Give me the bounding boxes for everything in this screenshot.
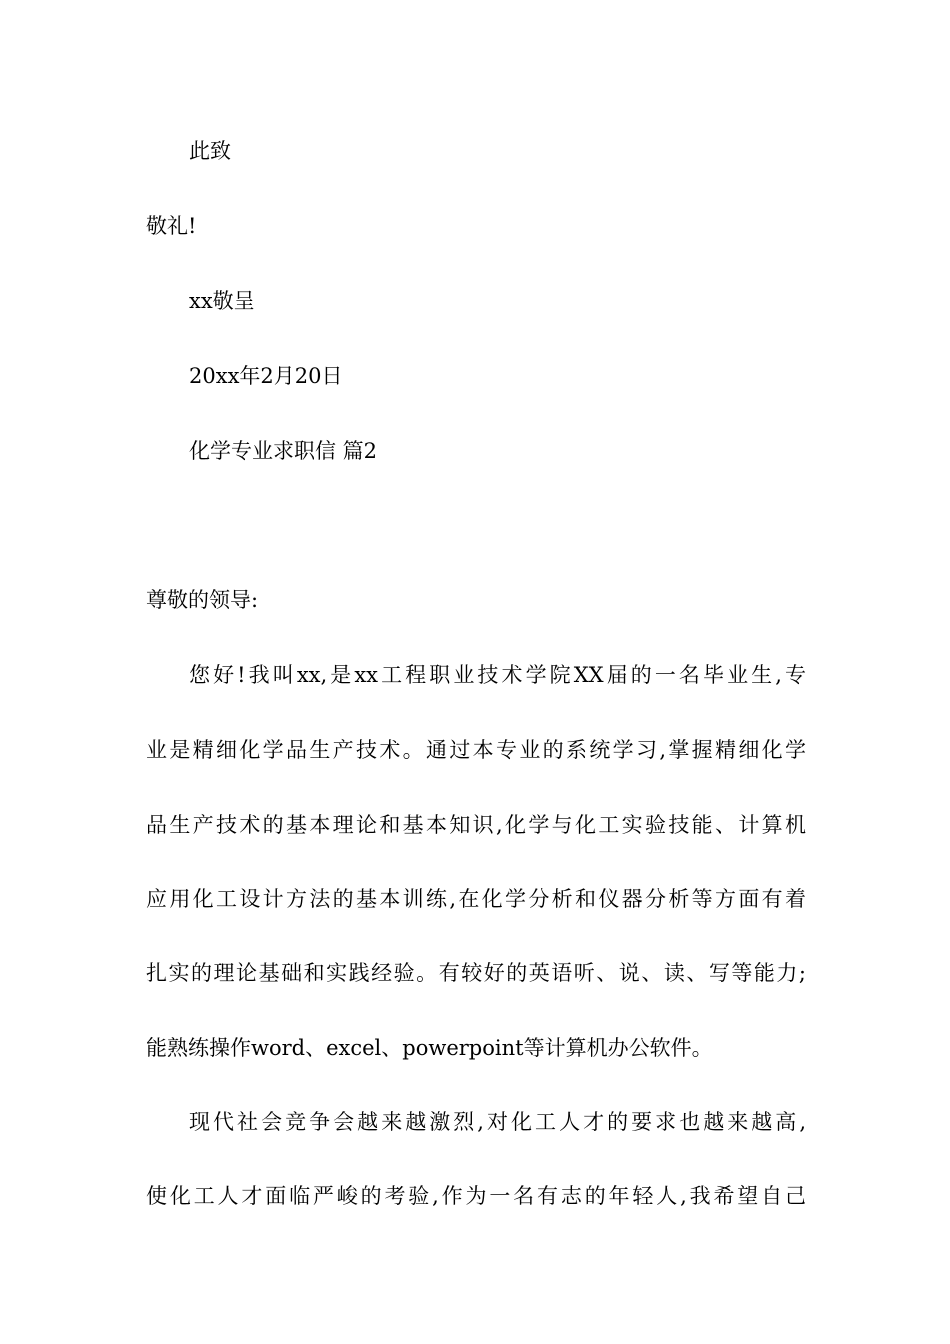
- paragraph-line: 您好!我叫xx,是xx工程职业技术学院XX届的一名毕业生,专: [189, 663, 806, 687]
- letter-date: 20xx年2月20日: [189, 364, 343, 388]
- section-heading: 化学专业求职信 篇2: [189, 439, 378, 463]
- paragraph-line: 应用化工设计方法的基本训练,在化学分析和仪器分析等方面有着: [146, 887, 806, 911]
- paragraph-line: 能熟练操作word、excel、powerpoint等计算机办公软件。: [146, 1036, 713, 1060]
- greeting: 尊敬的领导:: [146, 588, 259, 612]
- closing-respect: 敬礼!: [146, 214, 197, 238]
- paragraph-line: 使化工人才面临严峻的考验,作为一名有志的年轻人,我希望自己: [146, 1184, 806, 1208]
- signature: xx敬呈: [189, 289, 255, 313]
- paragraph-line: 扎实的理论基础和实践经验。有较好的英语听、说、读、写等能力;: [146, 961, 806, 985]
- paragraph-line: 品生产技术的基本理论和基本知识,化学与化工实验技能、计算机: [146, 813, 806, 837]
- paragraph-line: 业是精细化学品生产技术。通过本专业的系统学习,掌握精细化学: [146, 738, 806, 762]
- paragraph-line: 现代社会竞争会越来越激烈,对化工人才的要求也越来越高,: [189, 1110, 806, 1134]
- closing-salutation: 此致: [189, 139, 231, 163]
